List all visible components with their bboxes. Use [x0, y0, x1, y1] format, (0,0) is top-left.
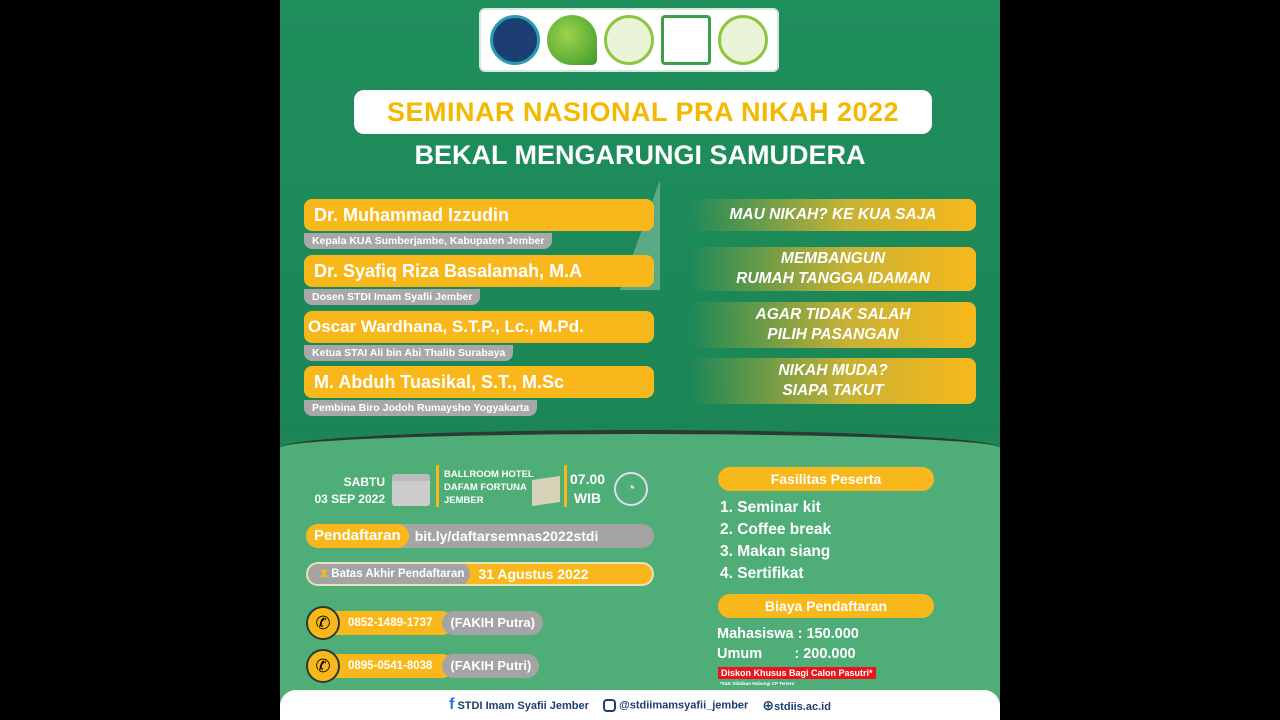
phone-icon: ✆: [306, 606, 340, 640]
logo-bar: [479, 8, 779, 72]
contact-phone[interactable]: 0852-1489-1737: [334, 611, 454, 635]
facility-item: 1. Seminar kit: [720, 499, 821, 516]
fees-header: Biaya Pendaftaran: [718, 594, 934, 618]
instagram-link[interactable]: [603, 699, 748, 712]
divider: [436, 465, 439, 507]
website-text: stdiis.ac.id: [774, 700, 831, 713]
topic-line: NIKAH MUDA?: [778, 362, 888, 379]
speaker-name: Oscar Wardhana, S.T.P., Lc., M.Pd.: [304, 311, 654, 343]
registration-url[interactable]: bit.ly/daftarsemnas2022stdi: [414, 528, 599, 544]
venue-line: JEMBER: [444, 495, 484, 506]
speaker-name: Dr. Muhammad Izzudin: [304, 199, 654, 231]
contact-putra[interactable]: [306, 610, 543, 636]
instagram-text: @stdiimamsyafii_jember: [618, 698, 749, 711]
topic-3: [690, 302, 976, 348]
deadline-label-text: Batas Akhir Pendaftaran: [331, 568, 465, 580]
facility-item: 4. Sertifikat: [720, 565, 804, 582]
facebook-link[interactable]: [449, 696, 589, 714]
event-date-value: 03 SEP 2022: [314, 492, 385, 506]
time-value: 07.00: [570, 471, 606, 487]
clock-icon: ◔: [614, 472, 648, 506]
topic-line: RUMAH TANGGA IDAMAN: [736, 270, 930, 287]
footer: [280, 690, 1000, 720]
facebook-icon: f: [449, 696, 455, 713]
calendar-icon: [392, 474, 430, 506]
contact-label: (FAKIH Putra): [442, 611, 543, 635]
fee-student: Mahasiswa : 150.000: [717, 626, 859, 642]
speaker-4: [304, 366, 654, 416]
speaker-1: [304, 199, 654, 249]
facebook-text: STDI Imam Syafii Jember: [457, 700, 589, 712]
deadline-label: [308, 562, 470, 586]
facility-item: 2. Coffee break: [720, 521, 832, 538]
event-venue: [444, 468, 534, 507]
topic-1: [690, 199, 976, 231]
speaker-role: Dosen STDI Imam Syafii Jember: [304, 289, 480, 305]
contact-phone[interactable]: 0895-0541-8038: [334, 654, 454, 678]
fakih-logo: [547, 15, 597, 65]
phone-icon: ✆: [306, 649, 340, 683]
speaker-2: [304, 255, 654, 305]
facilities-list: [720, 497, 831, 585]
fee-general: Umum : 200.000: [717, 646, 856, 662]
venue-line: DAFAM FORTUNA: [444, 482, 527, 493]
event-subtitle: BEKAL MENGARUNGI SAMUDERA: [414, 140, 866, 170]
topic-line: PILIH PASANGAN: [767, 326, 899, 343]
contact-label: (FAKIH Putri): [442, 654, 539, 678]
topic-line: MAU NIKAH? KE KUA SAJA: [729, 206, 937, 223]
topic-line: AGAR TIDAK SALAH: [755, 306, 911, 323]
speaker-role: Ketua STAI Ali bin Abi Thalib Surabaya: [304, 345, 513, 361]
venue-line: BALLROOM HOTEL: [444, 469, 534, 480]
facility-item: 3. Makan siang: [720, 543, 831, 560]
stdi-logo: [604, 15, 654, 65]
website-link[interactable]: [762, 697, 831, 714]
event-date: [294, 474, 385, 508]
speaker-name: M. Abduh Tuasikal, S.T., M.Sc: [304, 366, 654, 398]
discount-note: *S&K Silahkan Hubungi CP Tertera: [720, 681, 795, 686]
event-day: SABTU: [343, 475, 385, 489]
speaker-role: Pembina Biro Jodoh Rumaysho Yogyakarta: [304, 400, 537, 416]
registration-label: Pendaftaran: [306, 524, 409, 548]
stai-logo: [661, 15, 711, 65]
divider: [564, 465, 567, 507]
discount-badge: Diskon Khusus Bagi Calon Pasutri*: [718, 667, 876, 679]
deadline-date: 31 Agustus 2022: [478, 566, 589, 582]
fees-list: [717, 624, 859, 664]
globe-icon: ⊕: [762, 696, 775, 713]
event-time: [570, 470, 605, 508]
poster: [280, 0, 1000, 720]
facilities-header: Fasilitas Peserta: [718, 467, 934, 491]
registration-deadline: [306, 562, 654, 586]
instagram-icon: [603, 699, 616, 712]
speaker-3: [304, 311, 654, 361]
topic-2: [690, 247, 976, 291]
speaker-role: Kepala KUA Sumberjambe, Kabupaten Jember: [304, 233, 552, 249]
topic-4: [690, 358, 976, 404]
mahad-logo: [718, 15, 768, 65]
contact-putri[interactable]: [306, 653, 539, 679]
seminar-logo: [490, 15, 540, 65]
topic-line: SIAPA TAKUT: [782, 382, 884, 399]
event-title: SEMINAR NASIONAL PRA NIKAH 2022: [354, 90, 932, 134]
hourglass-icon: ⧗: [320, 568, 329, 580]
map-icon: [532, 476, 560, 506]
topic-line: MEMBANGUN: [780, 250, 886, 267]
registration-link[interactable]: [306, 524, 654, 548]
timezone: WIB: [573, 490, 602, 506]
speaker-name: Dr. Syafiq Riza Basalamah, M.A: [304, 255, 654, 287]
